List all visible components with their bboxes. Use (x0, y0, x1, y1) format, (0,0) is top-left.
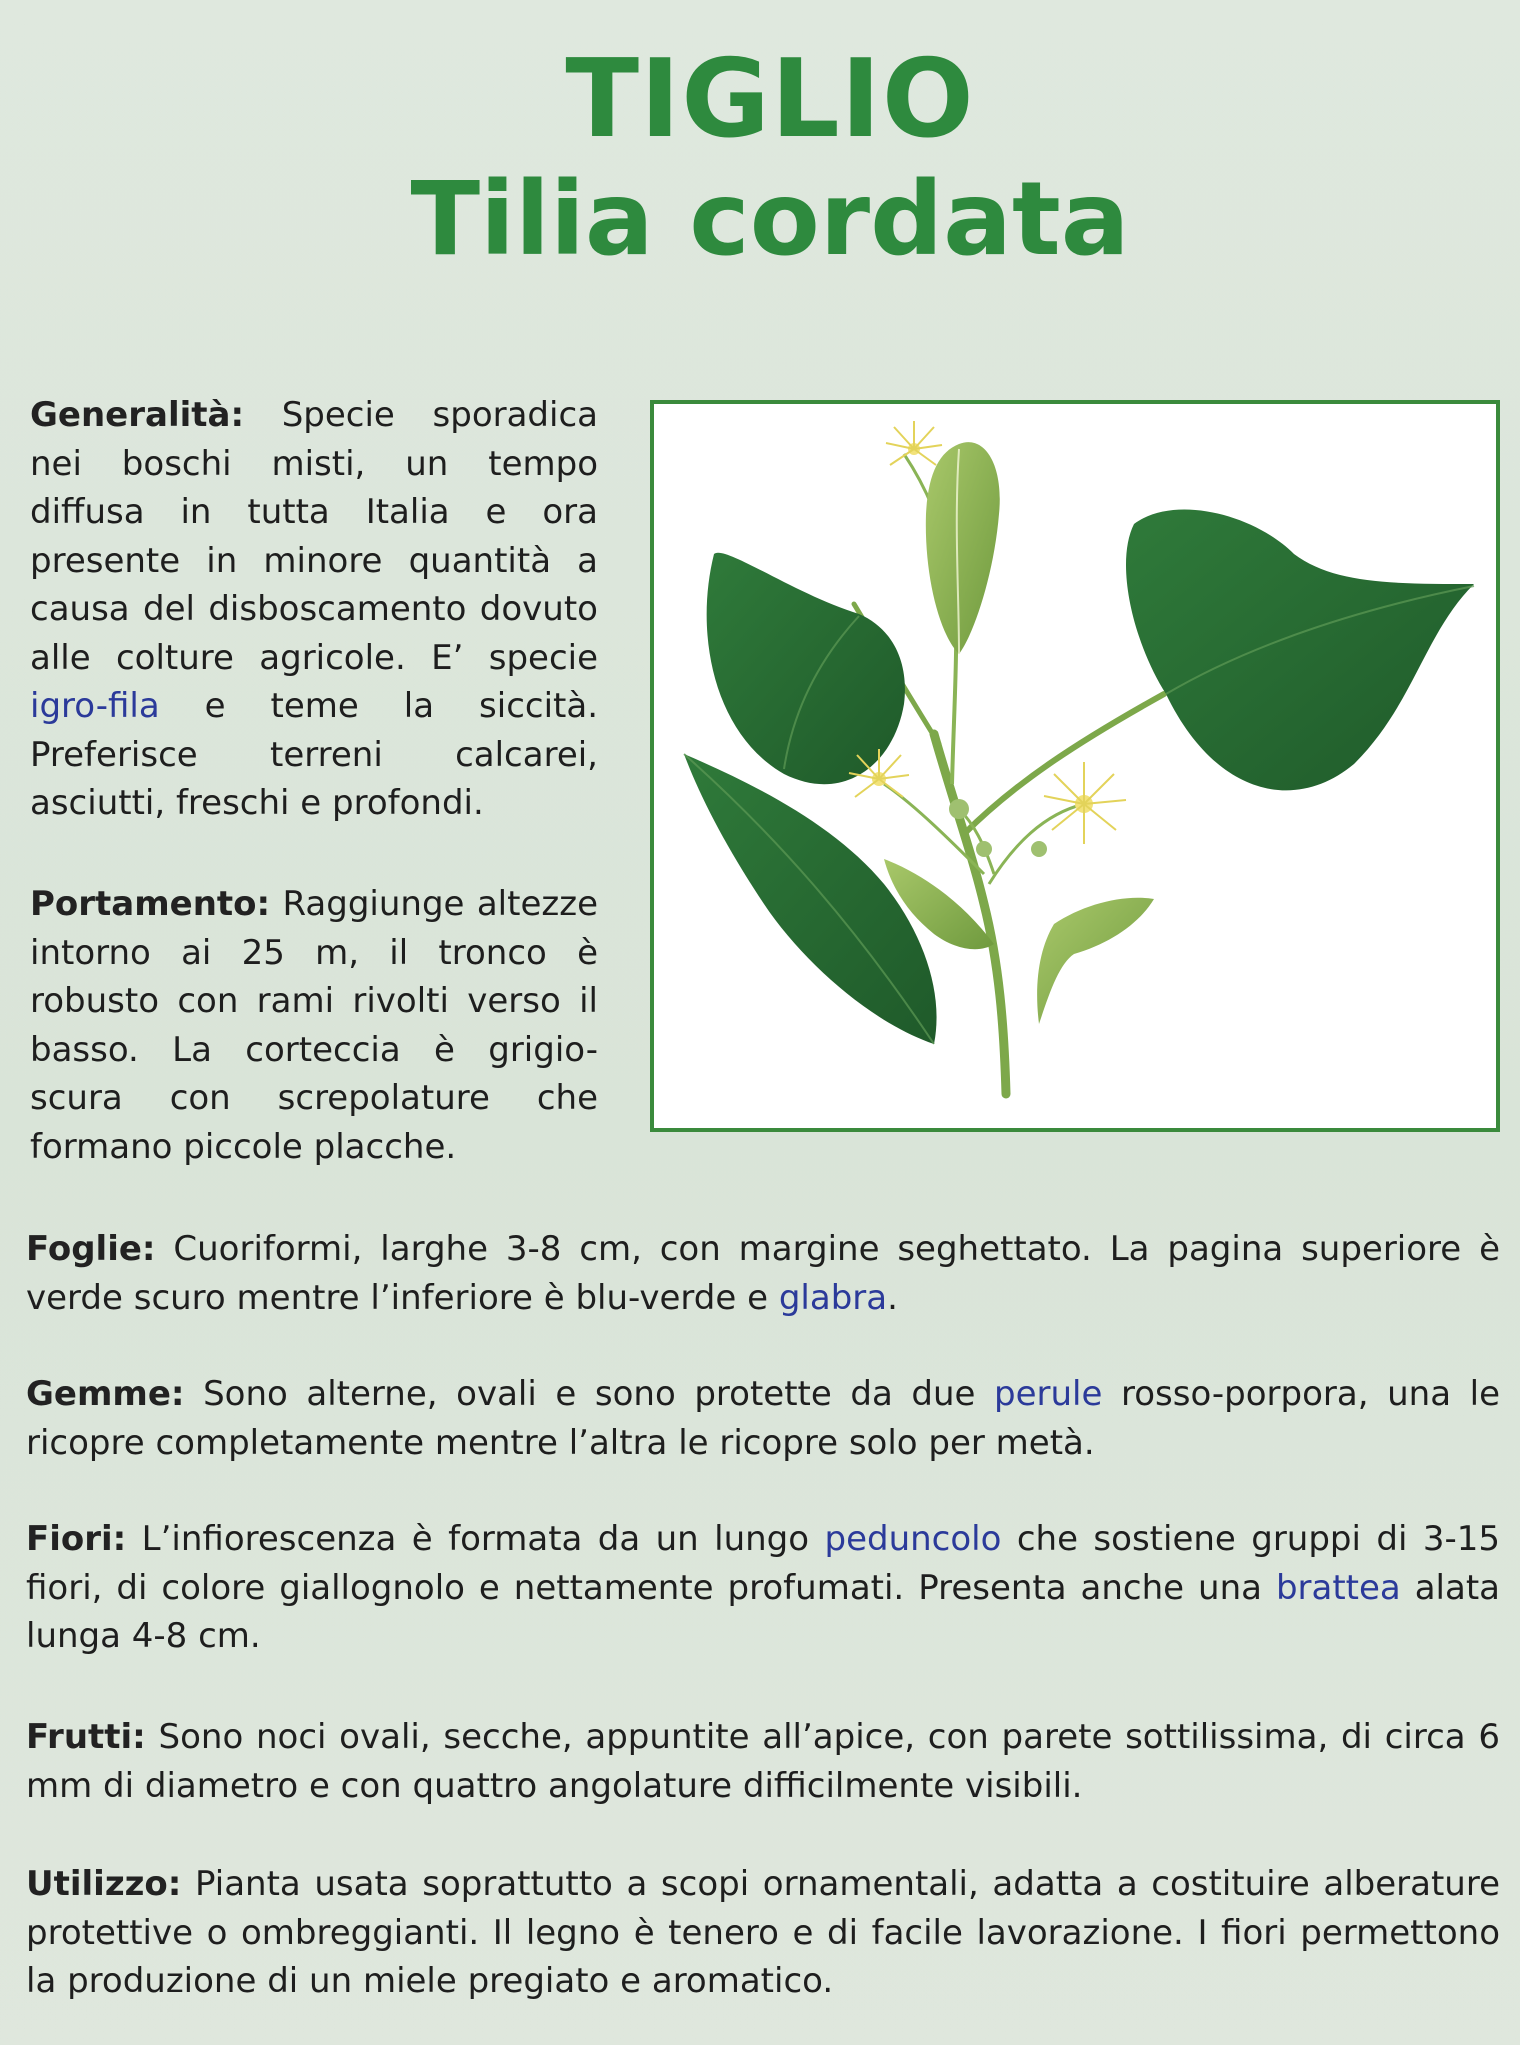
term-igrofila: igro-fila (30, 686, 160, 726)
text-fiori-3: alata lunga 4-8 cm. (26, 1567, 1500, 1656)
label-generalita: Generalità: (30, 395, 245, 435)
section-portamento (30, 880, 598, 1171)
text-foglie-1: Cuoriformi, larghe 3-8 cm, con margine seghettato. La pagina superiore è verde scuro mentre l’inferiore è blu-verde e (26, 1229, 1500, 1318)
term-glabra: glabra (778, 1277, 888, 1318)
text-gemme-1: Sono alterne, ovali e sono protette da due (184, 1374, 995, 1414)
text-generalita-2: e teme la siccità. Preferisce terreni calcarei, asciutti, freschi e profondi. (30, 686, 598, 823)
section-utilizzo (26, 1860, 1500, 2006)
text-foglie-2: . (887, 1277, 898, 1318)
scientific-name: Tilia cordata (410, 160, 1130, 279)
section-foglie (26, 1225, 1500, 1322)
text-fiori-2: che sostiene gruppi di 3-15 fiori, di colore giallognolo e nettamente profumati. Presenta anche una (26, 1519, 1500, 1608)
page-title: TIGLIO (565, 37, 975, 162)
title-block (0, 37, 1520, 280)
label-gemme: Gemme: (26, 1374, 185, 1414)
term-peduncolo: peduncolo (824, 1519, 1002, 1559)
text-frutti-1: Sono noci ovali, secche, appuntite all’apice, con parete sottilissima, di circa 6 mm di diametro e con quattro angolature difficilmente visibili. (26, 1717, 1500, 1806)
section-generalita (30, 391, 598, 828)
label-foglie: Foglie: (26, 1229, 156, 1269)
text-generalita-1: Specie sporadica nei boschi misti, un tempo diffusa in tutta Italia e ora presente in minore quantità a causa del disboscamento dovuto alle colture agricole. E’ specie (30, 395, 598, 678)
text-gemme-2: rosso-porpora, una le ricopre completamente mentre l’altra le ricopre solo per metà. (26, 1374, 1500, 1463)
text-fiori-1: L’infiorescenza è formata da un lungo (126, 1519, 825, 1559)
label-portamento: Portamento: (30, 884, 271, 924)
label-fiori: Fiori: (26, 1519, 127, 1559)
label-utilizzo: Utilizzo: (26, 1864, 182, 1904)
text-utilizzo-1: Pianta usata soprattutto a scopi ornamentali, adatta a costituire alberature protettive o ombreggianti. Il legno è tenero e di facile lavorazione. I fiori permettono la produzione di un miele pregiato e aromatico. (26, 1864, 1500, 2001)
section-fiori (26, 1515, 1500, 1661)
text-portamento-1: Raggiunge altezze intorno ai 25 m, il tronco è robusto con rami rivolti verso il basso. La corteccia è grigio-scura con screpolature che formano piccole placche. (30, 884, 598, 1167)
tilia-illustration (650, 400, 1500, 1132)
tilia-drawing (654, 404, 1496, 1128)
term-brattea: brattea (1275, 1567, 1401, 1608)
label-frutti: Frutti: (26, 1717, 146, 1757)
section-frutti (26, 1713, 1500, 1810)
term-perule: perule (994, 1374, 1103, 1414)
section-gemme (26, 1370, 1500, 1467)
